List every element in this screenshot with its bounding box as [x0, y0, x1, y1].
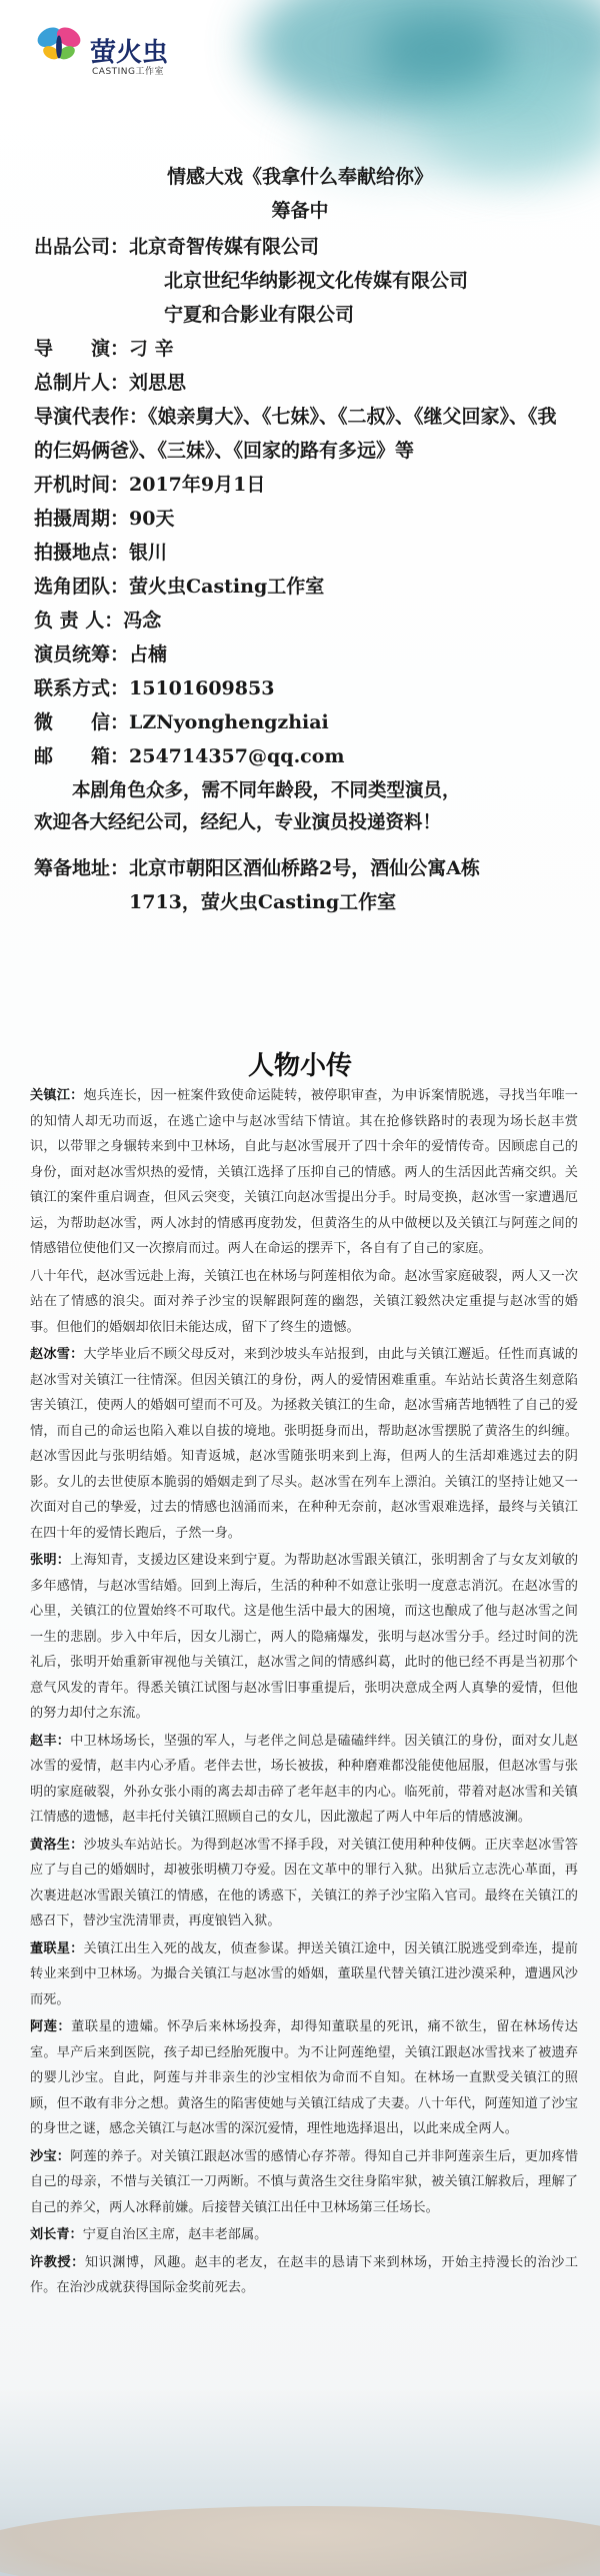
address-row — [34, 851, 574, 919]
owner-row — [34, 604, 574, 638]
producer-3: 宁夏和合影业有限公司 — [164, 304, 355, 326]
bio-text: 关镇江出生入死的战友，侦查参谋。押送关镇江途中，因关镇江脱逃受到牵连，提前转业来到中卫林场。为撮合关镇江与赵冰雪的婚姻，董联星代替关镇江进沙漠采种，遭遇风沙而死。 — [30, 1940, 578, 2007]
wechat-value[interactable]: LZNyonghengzhiai — [129, 711, 329, 733]
works-label: 导演代表作： — [34, 406, 149, 428]
bio-paragraph — [30, 1264, 578, 1341]
bio-name: 阿莲： — [30, 2019, 72, 2034]
spacer — [34, 839, 574, 847]
brand-tagline: CASTING工作室 — [92, 67, 165, 77]
location-row — [34, 536, 574, 570]
location-label: 拍摄地点： — [34, 542, 130, 564]
chief-producer-row — [34, 366, 574, 400]
bio-text: 八十年代，赵冰雪远赴上海，关镇江也在林场与阿莲相依为命。赵冰雪家庭破裂，两人又一次站在了情感的浪尖。面对养子沙宝的误解跟阿莲的幽怨，关镇江毅然决定重提与赵冰雪的婚事。但他们的婚姻却依旧未能达成，留下了终生的遗憾。 — [30, 1268, 578, 1335]
start-label: 开机时间： — [34, 474, 130, 496]
bio-paragraph — [30, 2222, 578, 2248]
period-value: 90天 — [129, 508, 175, 530]
bio-name: 张明： — [30, 1553, 71, 1568]
firefly-logo-icon — [30, 16, 88, 74]
producer-1: 北京奇智传媒有限公司 — [129, 236, 320, 258]
bio-text: 大学毕业后不顾父母反对，来到沙坡头车站报到，由此与关镇江邂逅。任性而真诚的赵冰雪对关镇江一往情深。但因关镇江的身份，两人的爱情困难重重。车站站长黄洛生刻意陷害关镇江，使两人的婚姻可望而不可及。为拯救关镇江的生命，赵冰雪痛苦地牺牲了自己的爱情，而自己的命运也陷入难以自拔的境地。张明挺身而出，帮助赵冰雪摆脱了黄洛生的纠缠。赵冰雪因此与张明结婚。知青返城，赵冰雪随张明来到上海，但两人的生活却难逃过去的阴影。女儿的去世使原本脆弱的婚姻走到了尽头。赵冰雪在列车上漂泊。关镇江的坚持让她又一次面对自己的挚爱，过去的情感也汹涌而来，在种种无奈前，赵冰雪艰难选择，最终与关镇江在四十年的爱情长跑后，子然一身。 — [30, 1347, 578, 1541]
owner-value: 冯念 — [123, 610, 162, 632]
bio-name: 赵丰： — [30, 1733, 71, 1749]
casting-team-row — [34, 570, 574, 604]
bio-paragraph — [30, 2250, 578, 2301]
address-value: 北京市朝阳区酒仙桥路2号，酒仙公寓A栋1713，萤火虫Casting工作室 — [129, 857, 480, 913]
bio-text: 中卫林场场长，坚强的军人，与老伴之间总是磕磕绊绊。因关镇江的身份，面对女儿赵冰雪的爱情，赵丰内心矛盾。老伴去世，场长被拔，种种磨难都没能使他屈服，但赵冰雪与张明的家庭破裂，外孙女张小雨的离去却击碎了老年赵丰的内心。临死前，带着对赵冰雪和关镇江情感的遗憾，赵丰托付关镇江照顾自己的女儿，因此激起了两人中年后的情感波澜。 — [30, 1733, 579, 1825]
email-label: 邮 箱： — [34, 745, 130, 767]
bio-paragraph — [30, 1833, 578, 1934]
brand-logo — [30, 16, 210, 86]
bio-paragraph — [30, 1548, 578, 1727]
bios-title: 人物小传 — [247, 1051, 352, 1081]
brand-name: 萤火虫 — [90, 38, 169, 68]
coordinator-row — [34, 638, 574, 671]
bio-paragraph — [30, 1342, 578, 1546]
desert-dune-decoration — [0, 2506, 600, 2576]
director-label: 导 演： — [34, 338, 130, 360]
phone-value[interactable]: 15101609853 — [129, 677, 275, 699]
notice-line-1: 本剧角色众多，需不同年龄段，不同类型演员， — [72, 780, 461, 801]
casting-notice — [34, 775, 574, 839]
bio-text: 阿莲的养子。对关镇江跟赵冰雪的感情心存芥蒂。得知自己并非阿莲亲生后，更加疼惜自己的母亲，不惜与关镇江一刀两断。不慎与黄洛生交往身陷牢狱，被关镇江解救后，理解了自己的养父，两人冰释前嫌。后接替关镇江出任中卫林场第三任场长。 — [30, 2148, 579, 2215]
bio-text: 宁夏自治区主席，赵丰老部属。 — [82, 2227, 268, 2242]
page-title: 情感大戏《我拿什么奉献给你》 — [166, 166, 433, 188]
works-value: 《娘亲舅大》、《七妹》、《二叔》、《继父回家》、《我的仨妈俩爸》、《三妹》、《回家的路有多远》等 — [34, 406, 557, 462]
period-row — [34, 502, 574, 536]
bio-text: 董联星的遗孀。怀孕后来林场投奔，却得知董联星的死讯，痛不欲生，留在林场传达室。早产后来到医院，孩子却已经胎死腹中。为不让阿莲绝望，关镇江跟赵冰雪找来了被遗弃的婴儿沙宝。自此，阿莲与并非亲生的沙宝相依为命而不自知。在林场一直默受关镇江的照顾，但不敢有非分之想。黄洛生的陷害使她与关镇江结成了夫妻。八十年代，阿莲知道了沙宝的身世之谜，感念关镇江与赵冰雪的深沉爱情，理性地选择退出，以此来成全两人。 — [30, 2019, 578, 2136]
bio-paragraph — [30, 2014, 578, 2142]
chief-producer-label: 总制片人： — [34, 372, 130, 394]
wechat-label: 微 信： — [34, 711, 130, 733]
bio-name: 董联星： — [30, 1940, 84, 1956]
phone-row — [34, 671, 574, 705]
coordinator-value: 占楠 — [129, 644, 168, 665]
production-info — [34, 230, 574, 919]
email-value[interactable]: 254714357@qq.com — [129, 745, 345, 767]
bio-text: 知识渊博，风趣。赵丰的老友，在赵丰的恳请下来到林场，开始主持漫长的治沙工作。在治沙成就获得国际金奖前死去。 — [30, 2254, 579, 2295]
coordinator-label: 演员统筹： — [34, 644, 130, 665]
bio-name: 关镇江： — [30, 1088, 84, 1103]
character-bios — [30, 1083, 578, 2303]
bio-paragraph — [30, 1936, 578, 2013]
bio-name: 赵冰雪： — [30, 1347, 84, 1362]
producers-label: 出品公司： — [34, 236, 130, 258]
email-row — [34, 739, 574, 773]
bio-name: 沙宝： — [30, 2148, 71, 2164]
casting-team-label: 选角团队： — [34, 576, 130, 598]
notice-line-2: 欢迎各大经纪公司，经纪人，专业演员投递资料！ — [34, 812, 442, 833]
phone-label: 联系方式： — [34, 677, 130, 699]
bio-paragraph — [30, 1083, 578, 1262]
start-value: 2017年9月1日 — [129, 474, 266, 496]
teal-ink-wash — [370, 10, 510, 90]
casting-team-value: 萤火虫Casting工作室 — [129, 576, 325, 598]
producer-2: 北京世纪华纳影视文化传媒有限公司 — [164, 270, 469, 292]
period-label: 拍摄周期： — [34, 508, 130, 530]
director-value: 刁 辛 — [129, 338, 174, 360]
producers-row — [34, 230, 574, 264]
owner-label: 负 责 人： — [34, 610, 124, 632]
bio-text: 上海知青，支援边区建设来到宁夏。为帮助赵冰雪跟关镇江，张明割舍了与女友刘敏的多年感情，与赵冰雪结婚。回到上海后，生活的种种不如意让张明一度意志消沉。在赵冰雪的心里，关镇江的位置始终不可取代。这是他生活中最大的困境，而这也酿成了他与赵冰雪之间一生的悲剧。步入中年后，因女儿溺亡，两人的隐痛爆发，张明与赵冰雪分手。经过时间的洗礼后，张明开始重新审视他与关镇江，赵冰雪之间的情感纠葛，此时的他已经不再是当初那个意气风发的青年。得悉关镇江试图与赵冰雪旧事重提后，张明决意成全两人真挚的爱情，但他的努力却付之东流。 — [30, 1553, 579, 1721]
bio-name: 刘长青： — [30, 2227, 83, 2242]
address-label: 筹备地址： — [34, 857, 130, 879]
start-row — [34, 468, 574, 502]
bio-name: 黄洛生： — [30, 1837, 84, 1853]
bio-text: 炮兵连长，因一桩案件致使命运陡转，被停职审查，为申诉案情脱逃，寻找当年唯一的知情人却无功而返，在逃亡途中与赵冰雪结下情谊。其在抢修铁路时的表现为场长赵丰赏识，以带罪之身辗转来到中卫林场，自此与赵冰雪展开了四十余年的爱情传奇。因顾虑自己的身份，面对赵冰雪炽热的爱情，关镇江选择了压抑自己的情感。两人的生活因此苦痛交织。关镇江的案件重启调查，但风云突变，关镇江向赵冰雪提出分手。时局变换，赵冰雪一家遭遇厄运，为帮助赵冰雪，两人冰封的情感再度勃发，但黄洛生的从中做梗以及关镇江与阿莲之间的情感错位使他们又一次擦肩而过。两人在命运的摆弄下，各自有了自己的家庭。 — [30, 1088, 578, 1256]
wechat-row — [34, 705, 574, 739]
bio-name: 许教授： — [30, 2254, 85, 2270]
bio-text: 沙坡头车站站长。为得到赵冰雪不择手段，对关镇江使用种种伎俩。正庆幸赵冰雪答应了与自己的婚姻时，却被张明横刀夺爱。因在文革中的罪行入狱。出狱后立志洗心革面，再次裹进赵冰雪跟关镇江的情感，在他的诱惑下，关镇江的养子沙宝陷入官司。最终在关镇江的感召下，替沙宝洗清罪责，再度锒铛入狱。 — [30, 1837, 578, 1929]
chief-producer-value: 刘思思 — [129, 372, 187, 394]
director-row — [34, 332, 574, 366]
bio-paragraph — [30, 1729, 578, 1831]
director-works — [34, 400, 574, 468]
page-subtitle: 筹备中 — [271, 200, 329, 222]
location-value: 银川 — [129, 542, 168, 564]
bio-paragraph — [30, 2144, 578, 2221]
